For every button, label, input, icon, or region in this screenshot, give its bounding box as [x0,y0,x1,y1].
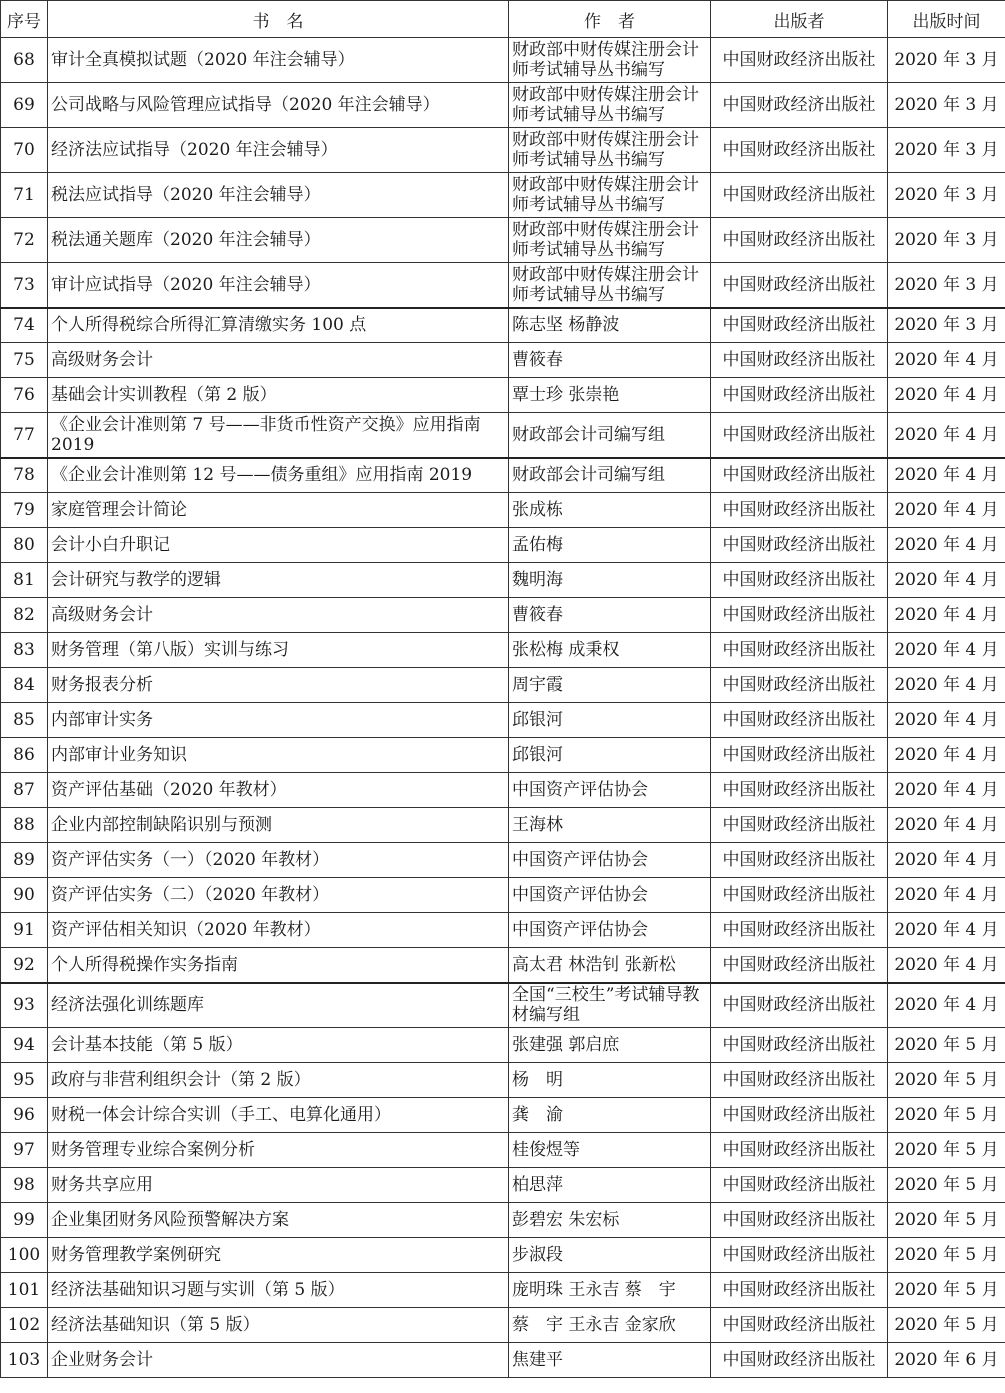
row-number: 99 [1,1203,48,1238]
table-row [1,1308,1005,1343]
row-number: 72 [1,218,48,263]
book-title: 企业财务会计 [48,1343,509,1378]
author-name: 全国“三校生”考试辅导教材编写组 [509,983,711,1028]
row-number: 90 [1,878,48,913]
table-row [1,308,1005,343]
table-row [1,263,1005,308]
book-title: 个人所得税操作实务指南 [48,948,509,983]
author-name: 张成栋 [509,493,711,528]
publisher-name: 中国财政经济出版社 [711,413,888,458]
row-number: 89 [1,843,48,878]
row-number: 82 [1,598,48,633]
table-row [1,878,1005,913]
publisher-name: 中国财政经济出版社 [711,458,888,493]
publication-date: 2020 年 3 月 [888,83,1005,128]
row-number: 76 [1,378,48,413]
publisher-name: 中国财政经济出版社 [711,1343,888,1378]
book-title: 资产评估基础（2020 年教材） [48,773,509,808]
publisher-name: 中国财政经济出版社 [711,913,888,948]
table-row [1,38,1005,83]
book-title: 税法应试指导（2020 年注会辅导） [48,173,509,218]
publication-date: 2020 年 5 月 [888,1238,1005,1273]
row-number: 103 [1,1343,48,1378]
author-name: 彭碧宏 朱宏标 [509,1203,711,1238]
publisher-name: 中国财政经济出版社 [711,633,888,668]
row-number: 94 [1,1028,48,1063]
book-title: 内部审计业务知识 [48,738,509,773]
publisher-name: 中国财政经济出版社 [711,1063,888,1098]
row-number: 102 [1,1308,48,1343]
publication-date: 2020 年 5 月 [888,1098,1005,1133]
table-row [1,343,1005,378]
author-name: 陈志坚 杨静波 [509,308,711,343]
publication-date: 2020 年 5 月 [888,1063,1005,1098]
publisher-name: 中国财政经济出版社 [711,563,888,598]
table-row [1,218,1005,263]
row-number: 97 [1,1133,48,1168]
table-row [1,493,1005,528]
book-title: 经济法基础知识习题与实训（第 5 版） [48,1273,509,1308]
publisher-name: 中国财政经济出版社 [711,493,888,528]
publisher-name: 中国财政经济出版社 [711,668,888,703]
author-name: 中国资产评估协会 [509,878,711,913]
publisher-name: 中国财政经济出版社 [711,983,888,1028]
book-title: 《企业会计准则第 7 号——非货币性资产交换》应用指南 2019 [48,413,509,458]
row-number: 73 [1,263,48,308]
table-row [1,843,1005,878]
author-name: 王海林 [509,808,711,843]
row-number: 68 [1,38,48,83]
publication-date: 2020 年 4 月 [888,808,1005,843]
book-title: 财税一体会计综合实训（手工、电算化通用） [48,1098,509,1133]
table-row [1,738,1005,773]
author-name: 焦建平 [509,1343,711,1378]
table-row [1,1063,1005,1098]
header-row [1,1,1005,38]
publication-date: 2020 年 4 月 [888,948,1005,983]
publication-date: 2020 年 5 月 [888,1308,1005,1343]
author-name: 龚 渝 [509,1098,711,1133]
publisher-name: 中国财政经济出版社 [711,38,888,83]
publication-date: 2020 年 4 月 [888,563,1005,598]
table-row [1,1098,1005,1133]
author-name: 中国资产评估协会 [509,913,711,948]
publisher-name: 中国财政经济出版社 [711,173,888,218]
author-name: 财政部中财传媒注册会计师考试辅导丛书编写 [509,173,711,218]
table-row [1,1133,1005,1168]
book-title: 会计基本技能（第 5 版） [48,1028,509,1063]
publication-date: 2020 年 4 月 [888,843,1005,878]
table-row [1,913,1005,948]
publisher-name: 中国财政经济出版社 [711,1098,888,1133]
publisher-name: 中国财政经济出版社 [711,308,888,343]
table-row [1,413,1005,458]
author-name: 周宇霞 [509,668,711,703]
publication-date: 2020 年 4 月 [888,343,1005,378]
author-name: 覃士珍 张崇艳 [509,378,711,413]
table-row [1,563,1005,598]
author-name: 财政部中财传媒注册会计师考试辅导丛书编写 [509,263,711,308]
table-row [1,703,1005,738]
publication-date: 2020 年 3 月 [888,128,1005,173]
publication-date: 2020 年 4 月 [888,668,1005,703]
book-title: 财务管理教学案例研究 [48,1238,509,1273]
author-name: 财政部中财传媒注册会计师考试辅导丛书编写 [509,218,711,263]
book-title: 基础会计实训教程（第 2 版） [48,378,509,413]
book-title: 经济法应试指导（2020 年注会辅导） [48,128,509,173]
author-name: 财政部会计司编写组 [509,413,711,458]
row-number: 93 [1,983,48,1028]
book-title: 会计小白升职记 [48,528,509,563]
author-name: 财政部中财传媒注册会计师考试辅导丛书编写 [509,83,711,128]
book-title: 《企业会计准则第 12 号——债务重组》应用指南 2019 [48,458,509,493]
table-row [1,808,1005,843]
row-number: 79 [1,493,48,528]
table-row [1,1028,1005,1063]
row-number: 96 [1,1098,48,1133]
row-number: 92 [1,948,48,983]
publisher-name: 中国财政经济出版社 [711,703,888,738]
book-title: 高级财务会计 [48,598,509,633]
book-title: 财务共享应用 [48,1168,509,1203]
book-title: 个人所得税综合所得汇算清缴实务 100 点 [48,308,509,343]
table-row [1,598,1005,633]
publication-date: 2020 年 3 月 [888,218,1005,263]
publisher-name: 中国财政经济出版社 [711,1308,888,1343]
publisher-name: 中国财政经济出版社 [711,738,888,773]
table-row [1,1343,1005,1378]
publication-date: 2020 年 4 月 [888,378,1005,413]
book-title: 内部审计实务 [48,703,509,738]
author-name: 孟佑梅 [509,528,711,563]
publication-date: 2020 年 4 月 [888,738,1005,773]
book-title: 资产评估相关知识（2020 年教材） [48,913,509,948]
header-title: 书 名 [48,1,509,38]
author-name: 张松梅 成秉权 [509,633,711,668]
publisher-name: 中国财政经济出版社 [711,843,888,878]
publication-date: 2020 年 4 月 [888,633,1005,668]
author-name: 杨 明 [509,1063,711,1098]
book-title: 财务报表分析 [48,668,509,703]
author-name: 步淑段 [509,1238,711,1273]
publication-date: 2020 年 4 月 [888,493,1005,528]
publisher-name: 中国财政经济出版社 [711,1133,888,1168]
publication-date: 2020 年 4 月 [888,983,1005,1028]
book-title: 资产评估实务（一）（2020 年教材） [48,843,509,878]
book-title: 高级财务会计 [48,343,509,378]
row-number: 69 [1,83,48,128]
author-name: 曹筱春 [509,343,711,378]
publication-date: 2020 年 4 月 [888,703,1005,738]
table-row [1,1238,1005,1273]
row-number: 80 [1,528,48,563]
row-number: 84 [1,668,48,703]
publication-date: 2020 年 3 月 [888,38,1005,83]
publisher-name: 中国财政经济出版社 [711,808,888,843]
publication-date: 2020 年 5 月 [888,1203,1005,1238]
author-name: 魏明海 [509,563,711,598]
publisher-name: 中国财政经济出版社 [711,1203,888,1238]
publication-date: 2020 年 4 月 [888,598,1005,633]
table-row [1,948,1005,983]
row-number: 83 [1,633,48,668]
author-name: 庞明珠 王永吉 蔡 宇 [509,1273,711,1308]
row-number: 101 [1,1273,48,1308]
row-number: 91 [1,913,48,948]
publisher-name: 中国财政经济出版社 [711,263,888,308]
header-publisher: 出版者 [711,1,888,38]
row-number: 88 [1,808,48,843]
book-title: 经济法基础知识（第 5 版） [48,1308,509,1343]
book-title: 企业集团财务风险预警解决方案 [48,1203,509,1238]
author-name: 曹筱春 [509,598,711,633]
table-row [1,773,1005,808]
table-row [1,83,1005,128]
publication-date: 2020 年 4 月 [888,913,1005,948]
author-name: 蔡 宇 王永吉 金家欣 [509,1308,711,1343]
publication-date: 2020 年 4 月 [888,773,1005,808]
book-title: 财务管理（第八版）实训与练习 [48,633,509,668]
publisher-name: 中国财政经济出版社 [711,128,888,173]
publication-date: 2020 年 6 月 [888,1343,1005,1378]
author-name: 中国资产评估协会 [509,843,711,878]
book-title: 审计全真模拟试题（2020 年注会辅导） [48,38,509,83]
author-name: 张建强 郭启庶 [509,1028,711,1063]
row-number: 81 [1,563,48,598]
publisher-name: 中国财政经济出版社 [711,1273,888,1308]
row-number: 77 [1,413,48,458]
publication-date: 2020 年 5 月 [888,1168,1005,1203]
table-row [1,1203,1005,1238]
publication-date: 2020 年 4 月 [888,528,1005,563]
publication-date: 2020 年 3 月 [888,173,1005,218]
publisher-name: 中国财政经济出版社 [711,598,888,633]
table-row [1,633,1005,668]
row-number: 100 [1,1238,48,1273]
author-name: 邱银河 [509,738,711,773]
row-number: 71 [1,173,48,218]
row-number: 78 [1,458,48,493]
row-number: 86 [1,738,48,773]
row-number: 85 [1,703,48,738]
publisher-name: 中国财政经济出版社 [711,773,888,808]
publication-date: 2020 年 5 月 [888,1028,1005,1063]
table-row [1,983,1005,1028]
book-title: 家庭管理会计简论 [48,493,509,528]
book-title: 税法通关题库（2020 年注会辅导） [48,218,509,263]
table-body [1,38,1005,1378]
header-no: 序号 [1,1,48,38]
author-name: 财政部会计司编写组 [509,458,711,493]
author-name: 桂俊煜等 [509,1133,711,1168]
author-name: 高太君 林浩钊 张新松 [509,948,711,983]
author-name: 财政部中财传媒注册会计师考试辅导丛书编写 [509,38,711,83]
publisher-name: 中国财政经济出版社 [711,878,888,913]
book-title: 政府与非营利组织会计（第 2 版） [48,1063,509,1098]
table-row [1,128,1005,173]
publisher-name: 中国财政经济出版社 [711,83,888,128]
publication-date: 2020 年 4 月 [888,413,1005,458]
row-number: 87 [1,773,48,808]
publisher-name: 中国财政经济出版社 [711,948,888,983]
book-title: 财务管理专业综合案例分析 [48,1133,509,1168]
table-row [1,1273,1005,1308]
row-number: 98 [1,1168,48,1203]
publication-date: 2020 年 4 月 [888,878,1005,913]
book-title: 会计研究与教学的逻辑 [48,563,509,598]
book-title: 经济法强化训练题库 [48,983,509,1028]
table-row [1,528,1005,563]
table-row [1,378,1005,413]
table-row [1,173,1005,218]
publisher-name: 中国财政经济出版社 [711,1168,888,1203]
table-row [1,668,1005,703]
publication-date: 2020 年 3 月 [888,308,1005,343]
author-name: 财政部中财传媒注册会计师考试辅导丛书编写 [509,128,711,173]
publication-date: 2020 年 5 月 [888,1133,1005,1168]
publication-date: 2020 年 3 月 [888,263,1005,308]
book-title: 资产评估实务（二）（2020 年教材） [48,878,509,913]
author-name: 邱银河 [509,703,711,738]
author-name: 中国资产评估协会 [509,773,711,808]
publisher-name: 中国财政经济出版社 [711,218,888,263]
table-row [1,458,1005,493]
book-title: 企业内部控制缺陷识别与预测 [48,808,509,843]
publisher-name: 中国财政经济出版社 [711,528,888,563]
table-row [1,1168,1005,1203]
header-author: 作 者 [509,1,711,38]
book-title: 公司战略与风险管理应试指导（2020 年注会辅导） [48,83,509,128]
publisher-name: 中国财政经济出版社 [711,343,888,378]
header-date: 出版时间 [888,1,1005,38]
publisher-name: 中国财政经济出版社 [711,1028,888,1063]
publisher-name: 中国财政经济出版社 [711,1238,888,1273]
publisher-name: 中国财政经济出版社 [711,378,888,413]
author-name: 柏思萍 [509,1168,711,1203]
row-number: 74 [1,308,48,343]
row-number: 95 [1,1063,48,1098]
book-title: 审计应试指导（2020 年注会辅导） [48,263,509,308]
row-number: 75 [1,343,48,378]
publication-date: 2020 年 4 月 [888,458,1005,493]
publication-date: 2020 年 5 月 [888,1273,1005,1308]
row-number: 70 [1,128,48,173]
